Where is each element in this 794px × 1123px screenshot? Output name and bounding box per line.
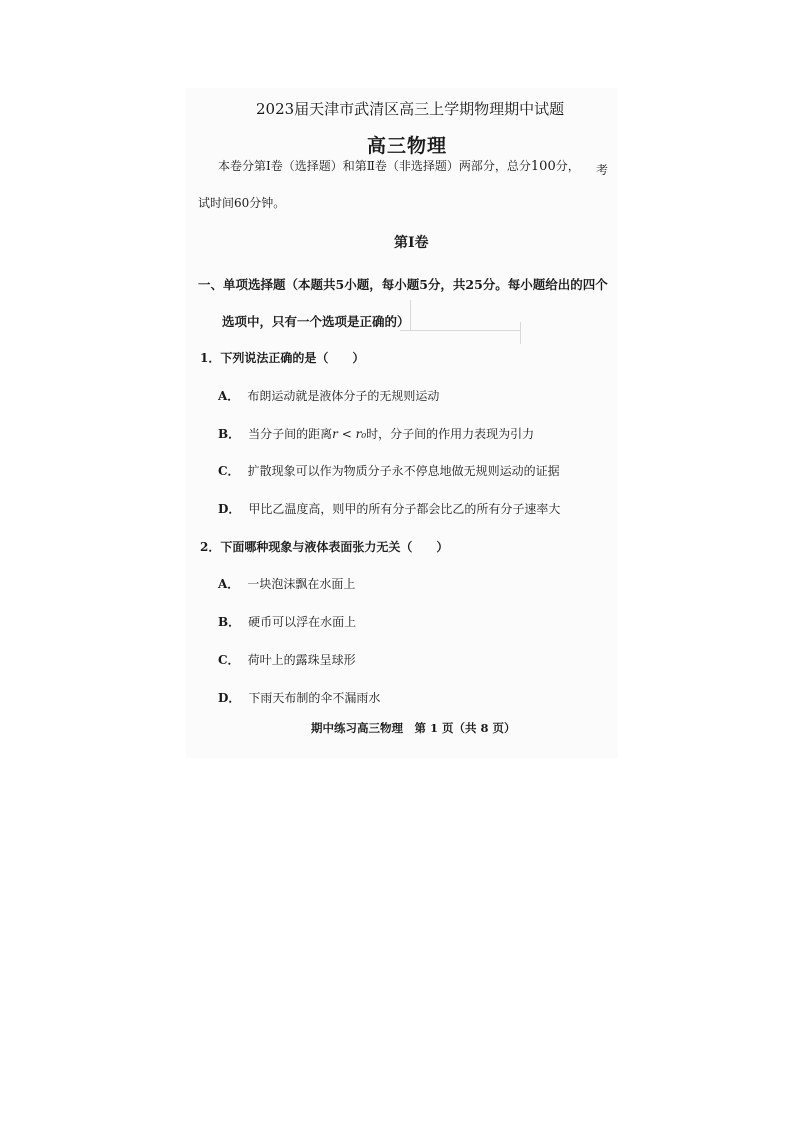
option-label: A． bbox=[218, 389, 240, 403]
page-footer: 期中练习高三物理 第 1 页（共 8 页） bbox=[311, 721, 516, 735]
intro-text-a: 本卷分第Ⅰ卷（选择题）和第Ⅱ卷（非选择题）两部分，总分 bbox=[218, 159, 531, 173]
intro-text-b: 分， bbox=[555, 159, 580, 173]
option-label: B． bbox=[218, 427, 241, 441]
option-text: 硬币可以浮在水面上 bbox=[248, 615, 357, 629]
show-through-mark bbox=[520, 322, 521, 344]
option-label: C． bbox=[218, 464, 240, 478]
subject-title: 高三物理 bbox=[367, 135, 448, 157]
exam-main-title: 2023届天津市武清区高三上学期物理期中试题 bbox=[256, 100, 565, 118]
option-text: 一块泡沫飘在水面上 bbox=[247, 577, 356, 591]
question-2-option-a bbox=[218, 575, 355, 592]
option-text: 荷叶上的露珠呈球形 bbox=[247, 653, 356, 667]
option-label: A． bbox=[218, 577, 240, 591]
question-2-stem: 2．下面哪种现象与液体表面张力无关（ ） bbox=[200, 540, 449, 554]
intro-line-end: 考 bbox=[596, 163, 609, 177]
option-label: B． bbox=[218, 615, 241, 629]
question-1-option-b bbox=[218, 425, 534, 442]
option-text: 下雨天布制的伞不漏雨水 bbox=[248, 691, 381, 705]
show-through-mark bbox=[410, 300, 411, 330]
option-text: 扩散现象可以作为物质分子永不停息地做无规则运动的证据 bbox=[247, 464, 560, 478]
show-through-mark bbox=[400, 330, 520, 331]
option-text: 布朗运动就是液体分子的无规则运动 bbox=[247, 389, 440, 403]
intro-line-2: 试时间60分钟。 bbox=[198, 196, 286, 210]
question-1-stem: 1．下列说法正确的是（ ） bbox=[200, 351, 365, 365]
option-label: D． bbox=[218, 502, 241, 516]
part-heading-line-1: 一、单项选择题（本题共5小题，每小题5分，共25分。每小题给出的四个 bbox=[198, 277, 608, 292]
intro-line-1 bbox=[218, 157, 580, 174]
part-heading-line-2: 选项中，只有一个选项是正确的） bbox=[222, 314, 410, 329]
option-text: 甲比乙温度高，则甲的所有分子都会比乙的所有分子速率大 bbox=[248, 502, 561, 516]
question-1-option-d bbox=[218, 500, 560, 517]
option-text-b: 时，分子间的作用力表现为引力 bbox=[366, 427, 535, 441]
option-label: D． bbox=[218, 691, 241, 705]
option-text-a: 当分子间的距离 bbox=[248, 427, 333, 441]
question-2-option-d bbox=[218, 689, 380, 706]
question-1-option-a bbox=[218, 387, 439, 404]
distance-formula: r < r₀ bbox=[332, 427, 367, 441]
option-label: C． bbox=[218, 653, 240, 667]
question-2-option-c bbox=[218, 651, 356, 668]
question-2-option-b bbox=[218, 613, 356, 630]
section-title: 第Ⅰ卷 bbox=[394, 235, 429, 251]
total-score: 100 bbox=[530, 159, 556, 174]
question-1-option-c bbox=[218, 462, 560, 479]
